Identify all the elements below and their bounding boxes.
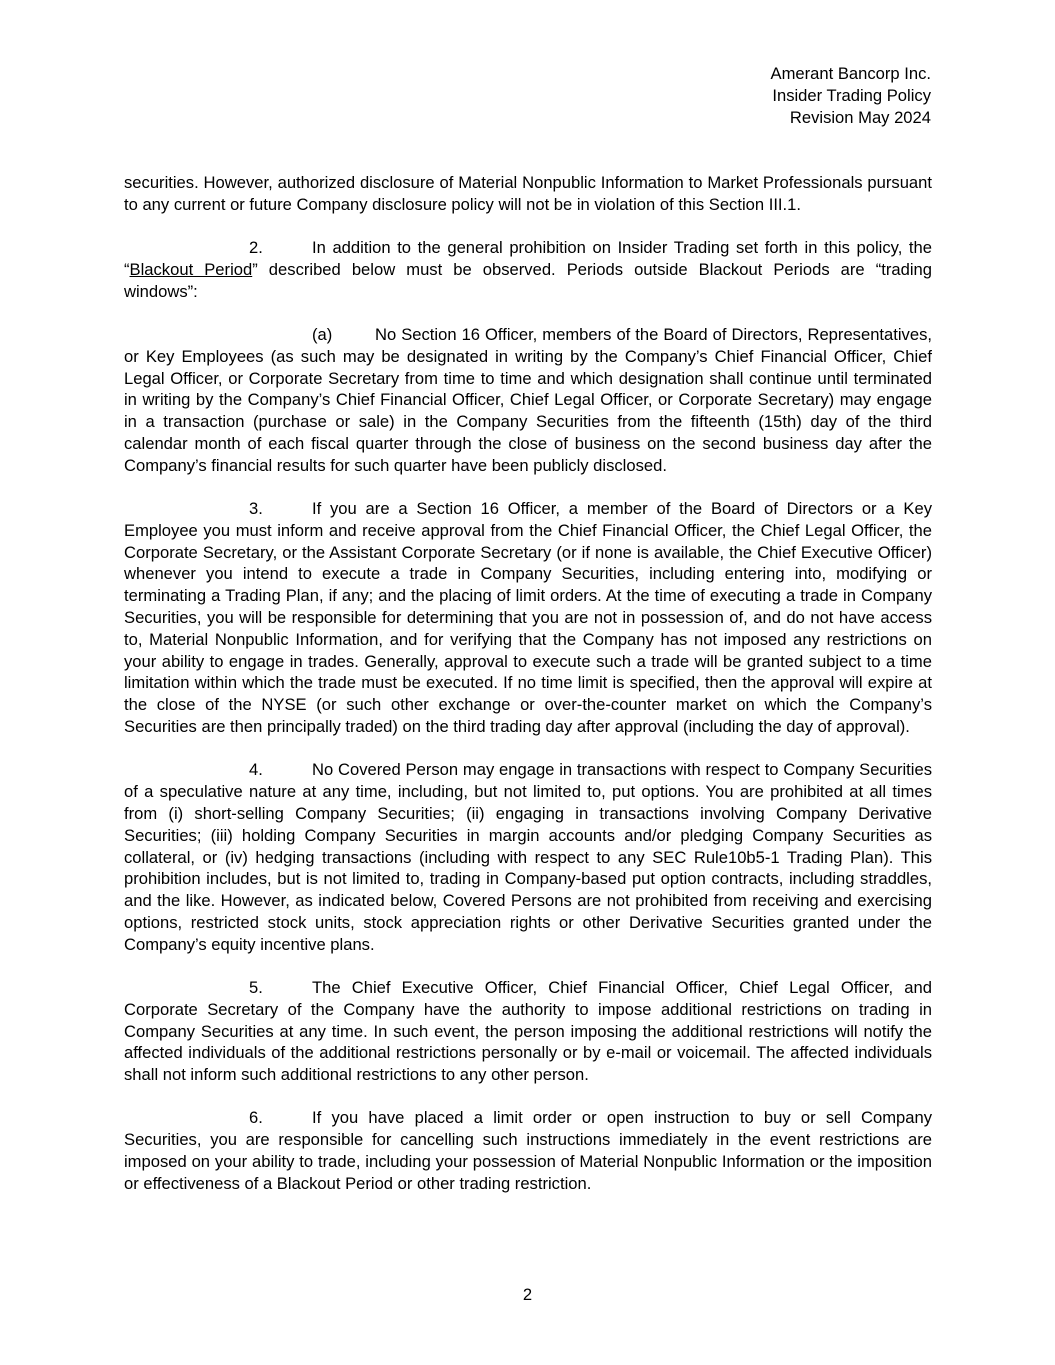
section-2-text-before: In addition to the general prohibition on Insider Trading set forth in this policy, the “ [124,238,932,279]
page-number: 2 [522,1285,533,1304]
section-6-number: 6. [249,1108,263,1128]
section-5-text: The Chief Executive Officer, Chief Financial Officer, Chief Legal Officer, and Corporate Secretary of the Company have the authority to impose additional restrictions on trading in Company Securities at any time. In such event, the person imposing the additional restrictions will notify the affected individuals of the additional restrictions personally or by e-mail or voicemail. The affected individuals shall not inform such additional restrictions to any other person. [124,978,932,1085]
section-3 [124,498,932,738]
section-5 [124,977,932,1086]
section-2a [124,324,932,477]
section-4 [124,759,932,955]
company-name: Amerant Bancorp Inc. [770,64,931,83]
revision-date: Revision May 2024 [789,107,931,127]
section-2 [124,237,932,302]
document-body [124,172,932,1195]
section-2a-text: No Section 16 Officer, members of the Board of Directors, Representatives, or Key Employees (as such may be designated in writing by the Company’s Chief Financial Officer, Chief Legal Officer, or Corporate Secretary from time to time and which designation shall continue until terminated in writing by the Company’s Chief Financial Officer, Chief Legal Officer, or Corporate Secretary) may engage in a transaction (purchase or sale) in the Company Securities from the fifteenth (15th) day of the third calendar month of each fiscal quarter through the close of business on the second business day after the Company’s financial results for such quarter have been publicly disclosed. [124,324,932,475]
section-2a-number: (a) [312,324,333,344]
section-5-number: 5. [249,978,263,997]
section-6-text: If you have placed a limit order or open instruction to buy or sell Company Securities, you are responsible for cancelling such instructions immediately in the event restrictions are imposed on your ability to trade, including your possession of Material Nonpublic Information or the imposition or effectiveness of a Blackout Period or other trading restriction. [124,1108,932,1193]
page-header [771,63,932,128]
section-2-text-after: ” described below must be observed. Periods outside Blackout Periods are “trading windows”: [124,259,932,301]
section-6 [124,1107,932,1194]
section-4-number: 4. [249,760,263,780]
blackout-period-term: Blackout Period [129,259,253,279]
intro-paragraph: securities. However, authorized disclosure of Material Nonpublic Information to Market Professionals pursuant to any current or future Company disclosure policy will not be in violation of this Section III.1. [124,173,932,214]
section-3-text: If you are a Section 16 Officer, a member of the Board of Directors or a Key Employee you must inform and receive approval from the Chief Financial Officer, the Chief Legal Officer, the Corporate Secretary, or the Assistant Corporate Secretary (or if none is available, the Chief Executive Officer) whenever you intend to execute a trade in Company Securities, including entering into, modifying or terminating a Trading Plan, if any; and the placing of limit orders. At the time of executing a trade in Company Securities, you will be responsible for determining that you are not in possession of, and do not have access to, Material Nonpublic Information, and for verifying that the Company has not imposed any restrictions on your ability to engage in trades. Generally, approval to execute such a trade will be granted subject to a time limitation within which the trade must be executed. If no time limit is specified, then the approval will expire at the close of the NYSE (or such other exchange or over-the-counter market on which the Company’s Securities are then principally traded) on the third trading day after approval (including the day of approval). [124,499,932,737]
section-2-number: 2. [249,238,263,258]
section-3-number: 3. [249,499,263,519]
policy-title: Insider Trading Policy [772,85,931,105]
section-4-text: No Covered Person may engage in transactions with respect to Company Securities of a speculative nature at any time, including, but not limited to, put options. You are prohibited at all times from (i) short-selling Company Securities; (ii) engaging in transactions involving Company Derivative Securities; (iii) holding Company Securities in margin accounts and/or pledging Company Securities as collateral, or (iv) hedging transactions (including with respect to any SEC Rule10b5-1 Trading Plan). This prohibition includes, but is not limited to, trading in Company-based put option contracts, including straddles, and the like. However, as indicated below, Covered Persons are not prohibited from receiving and exercising options, restricted stock units, stock appreciation rights or other Derivative Securities granted under the Company’s equity incentive plans. [124,760,932,954]
